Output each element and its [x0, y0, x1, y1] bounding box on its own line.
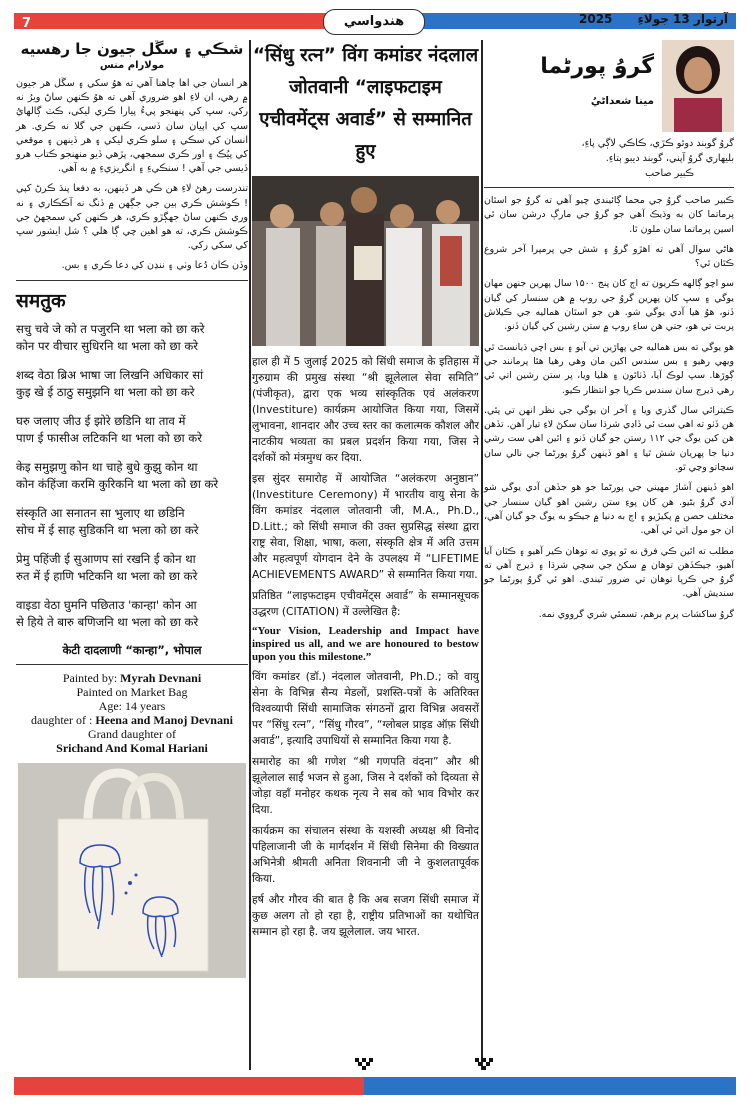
poem-line: कोन कंहिंजा करमि कुरिकनि था भला को छा करे: [16, 476, 219, 491]
citation-quote: “Your Vision, Leadership and Impact have inspired us all, and we are honoured to bestow upon you this milestone.”: [252, 625, 479, 663]
main-headline: “सिंधु रत्न” विंग कमांडर नंदलाल जोतवानी “लाइफटाइम एचीवमेंट्स अवार्ड” से सम्मानित हुए: [252, 45, 479, 162]
poem-line: घरु जलाए जीउ ई झोरे छडिनि था ताव में: [16, 413, 186, 428]
grandparents-label: Grand daughter of: [88, 726, 176, 741]
author-photo: [662, 40, 734, 132]
poem-body: [16, 321, 248, 631]
article-paragraph: इस सुंदर समारोह में आयोजित “अलंकरण अनुष्ठान” (Investiture Ceremony) में भारतीय वायु सेना के विंग कमांडर नंदलाल जोतवानी जी, M.A., Ph.D., D.Litt.; को सिंधी समाज की उक्त सुप्रसिद्ध संस्था द्वारा राष्ट्र सेवा, शिक्षा, भाषा, कला, संस्कृति क्षेत्र में अति उत्तम और महत्वपूर्ण योगदान देने के उपलक्ष्य में “LIFETIME ACHIEVEMENTS AWARD” से सम्मानित किया गया.: [252, 472, 479, 581]
masthead-logo: ھندواسي: [323, 9, 425, 35]
header-bar-red: [14, 13, 344, 29]
article-paragraph: कार्यक्रम का संचालन संस्था के यशस्वी अध्यक्ष श्री विनोद पहिलाजानी जी के मार्गदर्शन में सिंधी सिनेमा की विख्यात अभिनेत्री श्रीमती अनिता शिवनानी जी ने कुशलतापूर्वक किया.: [252, 824, 479, 885]
article-paragraph: विंग कमांडर (डॉ.) नंदलाल जोतवानी, Ph.D.; को वायु सेना के विभिन्न सैन्य मेडलों, प्रशस्ति-पत्रों के अतिरिक्त विश्वव्यापी सिंधी सामाजिक संगठनों द्वारा विभिन्न अवसरों पर “सिंधु रत्न”, “सिंधु गौरव”, “ग्लोबल प्राइड ऑफ़ सिंधी अवार्ड”, इत्यादि उपाधियों से सम्मानित किया गया है.: [252, 670, 479, 747]
poem-title: समतुक: [16, 289, 66, 312]
footer-bar-red: [14, 1077, 364, 1095]
left-paragraph: هر انسان جي اها چاهنا آهي ته هوُ سکي ۽ سڱل هر جيون ۾ رهي، ان لاءِ اهو ضروري آهي ته هوُ ڪنهن ساڻ ويرُ نه رکي، سڀ کي پنهنجو پيءُ پيارا ڪري ليکي، ڪٽ ڳالهايُ سڀ کي اپيان سان ڏسي، ڪنهن جي گلا نه ڪري. هر انسان کي سڪي ۽ سلو ڪري ليکي ۽ هر ڏينهن ۽ موقعي کي پيُڪ ۽ اور ڪري سمجهي، پڙهي ڏيو منهنجو ڪتاب هرو ڏيسي جي آهي ! سنڪيءِ ۽ انگريزيءِ ۾ به آهي.: [16, 78, 248, 175]
poem-stanza: [16, 367, 248, 401]
main-article-body: [252, 354, 479, 940]
section-divider: [484, 187, 734, 188]
poem-line: सोच में ई साह सुडिकनि था भला को छा करे: [16, 522, 199, 537]
right-article-title: گروُ پورڻما: [540, 54, 654, 79]
left-article-body: [16, 77, 248, 274]
end-mark-icon: [355, 1058, 373, 1070]
right-paragraph: هاڻي سوال آهي ته اهڙو گروُ ۽ شش جي پرمپرا آخر شروع ڪٿان ٿي؟: [484, 243, 734, 270]
left-paragraph: تندرست رهڻ لاءِ هن ڪي هر ڏينهن، به دفعا پنڌ ڪرڻ کپي ! ڪوشش ڪري ٻين جي جڳهن ۾ ڏنگ نه آڪڪاري ۽ نه وري ڪنهن ساڻ جهڳڙو ڪري، هر ڪنهن کي سمجهڻ جي ڪوشش ڪري، ته هو اهين چي ڳا هلي ؟ شل ايشور سڀ کي سکي رکي.: [16, 183, 248, 252]
right-paragraph: مطلب ته ائين ڪي فرق نه ٿو پوي ته توهان ڪير آهيو ۽ ڪٿان آيا آهيو، جيڪڏهن توهان ۾ سکڻ جي سچي شرڌا ۽ ڌيرج آهي ته گروُ جي ڪرپا توهان تي ضرور ٿيندي. اهو ئي گروُ پورڻما جو سنديش آهي.: [484, 545, 734, 600]
poem-stanza: [16, 459, 248, 493]
poem-line: वाइडा वेठा घुमनि पछिताउ 'कान्हा' कोन आ: [16, 597, 197, 612]
parents-names: Heena and Manoj Devnani: [95, 712, 233, 727]
right-paragraph: گروُ ساکشات پرم برهم، تسمئي شري گرووي نمه.: [538, 608, 734, 620]
middle-column: [252, 40, 479, 945]
couplet-line: گروُ گوبند دوئو ڪڙي، ڪاڪي لاڳي پاءِ،: [581, 138, 734, 149]
left-column: [16, 40, 248, 978]
section-divider: [16, 664, 248, 665]
right-column: [484, 40, 734, 628]
end-mark-icon: [475, 1058, 493, 1070]
poem-line: कोन पर वीचार सुधिरनि था भला को छा करे: [16, 338, 198, 353]
poem-stanza: [16, 597, 248, 631]
article-paragraph: समारोह का श्री गणेश “श्री गणपति वंदना” और श्री झूलेलाल साईं भजन से हुआ, जिस ने दर्शकों को दिव्यता से जोड़ा वहाँ मनोहर कथक नृत्य ने सब को भाव विभोर कर दिया.: [252, 755, 479, 816]
article-paragraph: हाल ही में 5 जुलाई 2025 को सिंधी समाज के इतिहास में गुरुग्राम की प्रमुख संस्था “श्री झूलेलाल सेवा समिति” (पंजीकृत), द्वारा एक भव्य सांस्कृतिक एवं अलंकरण (Investiture) कार्यक्रम आयोजित किया गया, जिसमें लुभावना, शानदार और उच्च स्तर का कलात्मक कौशल और नाटकीय भव्यता का प्रबल प्रदर्शन किया गया, जिस ने दर्शकों को मंत्रमुग्ध कर दिया.: [252, 355, 479, 464]
column-divider-left: [249, 40, 251, 1070]
right-paragraph: ڪيترائي سال گذري ويا ۽ آخر ان يوگي جي نظر انهن تي پئي. هن ڏٺو ته اهي ست ئي ڏاڍي شرڌا سان سکڻ لاءِ تيار آهن. تڏهن هن کين يوگ جي ۱۱۲ رستن جو گيان ڏنو ۽ ائين اهي ست رشي دنيا جا پهريان شش ٿيا ۽ اهو ڏينهن گروُ پورڻما جي نالي سان سڃاتو وڃي ٿو.: [484, 404, 734, 474]
poem-line: से हिये ते बारु बणिजनि था भला को छा करे: [16, 614, 199, 629]
section-divider: [16, 280, 248, 281]
poem-line: रुत में ई हाणि भटिकनि था भला को छा करे: [16, 568, 198, 583]
right-paragraph: اهو ڏينهن آشاڙ مهيني جي پورڻما جو هو جڏهن آدي يوگي شو آدي گروُ بڻيو. هن کان پوءِ ستن رشين اهو گيان سنسار جي مختلف حصن ۾ پکيڙيو ۽ اڄ به دنيا ۾ جيڪو به يوگ جو گيان آهي، ان جو مول اتي ئي آهي.: [484, 482, 734, 537]
poem-line: पाण ई फासीअ लटिकनि था भला को छा करे: [16, 430, 202, 445]
poem-stanza: [16, 505, 248, 539]
poem-line: संस्कृति आ सनातन सा भुलाए था छडिनि: [16, 505, 185, 520]
parents-label: daughter of :: [31, 712, 96, 727]
poem-stanza: [16, 551, 248, 585]
right-paragraph: سو اچو ڳالهه ڪريون ته اڄ کان پنج ۱۵۰۰ سال پهرين جنهن مهان يوگي ۽ سڀ کان پهرين گروُ جي روپ ۾ هن سنسار کي گيان ڏنو، هوُ هيا آدي يوگي شو. هن جو اسٿان هماليه جي ڪيلاش پربت تي هو، جتي هن ساءِ روپ ۾ ستن رشين کي گيان ڏنو.: [484, 278, 734, 333]
article-paragraph: हर्ष और गौरव की बात है कि अब सजग सिंधी समाज में कुछ अलग तो हो रहा है, राष्ट्रीय प्रतिभाओं का यथोचित सम्मान हो रहा है. जय झूलेलाल. जय भारत.: [252, 893, 479, 938]
right-paragraph: هو يوگي ته بس هماليه جي پهاڙين تي آيو ۽ بس اچي ڌيانسٿ ٿي ويهي رهيو ۽ بس سندس اکين مان وهي رهيا هئا پرمانند جي ڳوڙها. سڀ لوڪ آيا، ڏٺائون ۽ هليا ويا، پر ستن رشين اتي ئي رهي ڌيرج سان سندس ڪرپا جو انتظار ڪيو.: [484, 341, 734, 396]
couplet-line: بليهاري گروُ آپني، گوبند ديبو ٻتاءِ.: [605, 153, 734, 164]
poem-stanza: [16, 321, 248, 355]
grandparents-names: Srichand And Komal Hariani: [56, 740, 208, 755]
footer-bar-blue: [364, 1077, 736, 1095]
right-paragraph: ڪبير صاحب گروُ جي محما ڳائيندي چيو آهي ته گروُ جو اسٿان پرماتما کان به وڌيڪ آهي جو گروُ جي مارڳ درشن سان ئي اسين پرماتما سان ملون ٿا.: [484, 195, 734, 235]
poem-line: प्रेमु पहिंजी ई सुआणप सां रखनि ई कोन था: [16, 551, 196, 566]
header-date: آرتوار 13 جولاءِ: [637, 12, 728, 26]
article-paragraph: प्रतिष्ठित “लाइफटाइम एचीवमेंट्स अवार्ड” के सम्मानसूचक उद्धरण (CITATION) में उल्लेखित है:: [252, 589, 479, 618]
page-number: 7: [22, 16, 32, 31]
painter-name: Myrah Devnani: [120, 670, 202, 685]
award-ceremony-photo: [252, 176, 479, 346]
right-article-header: [484, 40, 734, 136]
right-article-author: مينا شعداڻيُ: [590, 95, 654, 107]
poem-stanza: [16, 413, 248, 447]
painting-medium: Painted on Market Bag: [76, 684, 188, 699]
couplet-attribution: ڪبير صاحب: [645, 168, 694, 179]
poem-line: केइ समुझणु कोन था चाहे बुधे कुझु कोन था: [16, 459, 198, 474]
left-article-byline: مولارام منس: [99, 60, 165, 71]
painting-credits: [16, 671, 248, 755]
page-header: [14, 9, 736, 35]
poem-line: कुइ खे ई ठाठु समुझनि था भला को छा करे: [16, 384, 195, 399]
right-article-body: [484, 194, 734, 622]
opening-couplet: [484, 136, 734, 181]
poem-line: सचु चवे जे को त पजुरनि था भला को छा करे: [16, 321, 205, 336]
painter-label: Painted by:: [62, 670, 121, 685]
left-article-title: شڪي ۽ سڱل جيون جا رهسيه: [20, 40, 244, 58]
column-divider-right: [481, 40, 483, 1070]
poem-author: केटी दादलाणी “कान्हा”, भोपाल: [62, 642, 202, 657]
poem-line: शब्द वेठा ब्रिअ भाषा जा लिखनि अधिकार सां: [16, 367, 204, 382]
header-year: 2025: [579, 12, 613, 26]
right-title-block: [484, 40, 654, 107]
left-paragraph: وڏن ڪان دُعا وٺي ۽ ننڍن کي دعا ڪري ۽ بس.: [61, 260, 248, 272]
painter-age: Age: 14 years: [98, 698, 166, 713]
painted-bag-image: [18, 763, 246, 978]
